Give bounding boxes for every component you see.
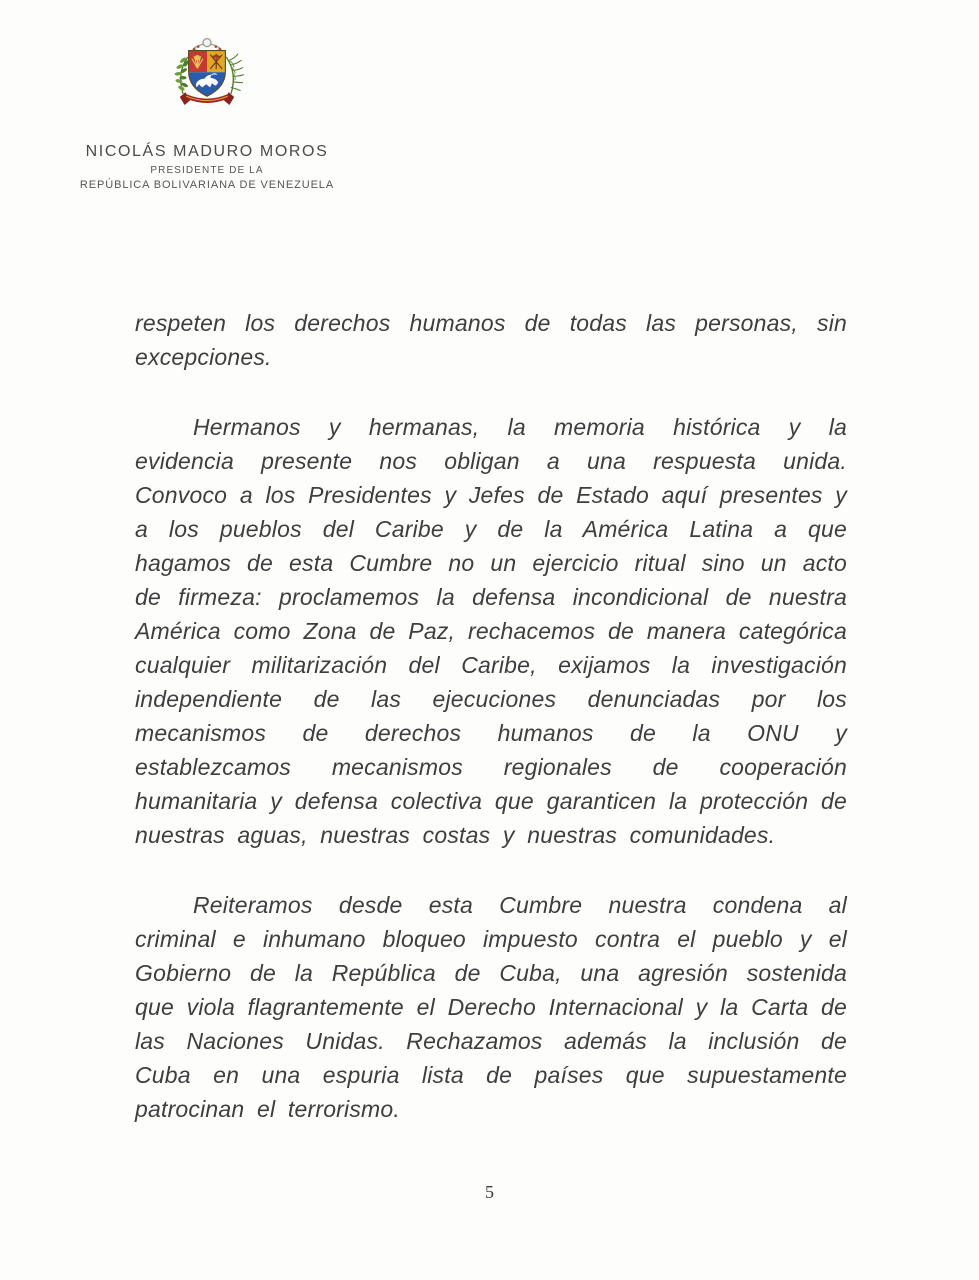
paragraph: Hermanos y hermanas, la memoria histórica y la evidencia presente nos obligan a una respuesta unida. Convoco a los Presidentes y Jefes de Estado aquí presentes y a los pueblos del Caribe y de la América Latina a que hagamos de esta Cumbre no un ejercicio ritual sino un acto de firmeza: proclamemos la defensa incondicional de nuestra América como Zona de Paz, rechacemos de manera categórica cualquier militarización del Caribe, exijamos la investigación independiente de las ejecuciones denunciadas por los mecanismos de derechos humanos de la ONU y establezcamos mecanismos regionales de cooperación humanitaria y defensa colectiva que garanticen la protección de nuestras aguas, nuestras costas y nuestras comunidades. bbox=[135, 414, 847, 848]
venezuela-coat-of-arms-icon bbox=[159, 32, 255, 130]
document-body bbox=[135, 306, 847, 1162]
crest-cornucopias bbox=[193, 39, 222, 50]
letterhead-name: NICOLÁS MADURO MOROS bbox=[85, 143, 329, 160]
paragraph: Reiteramos desde esta Cumbre nuestra condena al criminal e inhumano bloqueo impuesto contra el pueblo y el Gobierno de la República de Cuba, una agresión sostenida que viola flagrantemente el Derecho Internacional y la Carta de las Naciones Unidas. Rechazamos además la inclusión de Cuba en una espuria lista de países que supuestamente patrocinan el terrorismo. bbox=[135, 892, 847, 1122]
palm-branch bbox=[226, 54, 244, 94]
letterhead bbox=[42, 32, 372, 191]
page-number: 5 bbox=[485, 1182, 494, 1202]
paragraph: respeten los derechos humanos de todas las personas, sin excepciones. bbox=[135, 310, 847, 370]
letterhead-title-line2: REPÚBLICA BOLIVARIANA DE VENEZUELA bbox=[79, 179, 335, 191]
olive-branch bbox=[174, 57, 189, 94]
letterhead-title-line1: PRESIDENTE DE LA bbox=[150, 165, 264, 176]
